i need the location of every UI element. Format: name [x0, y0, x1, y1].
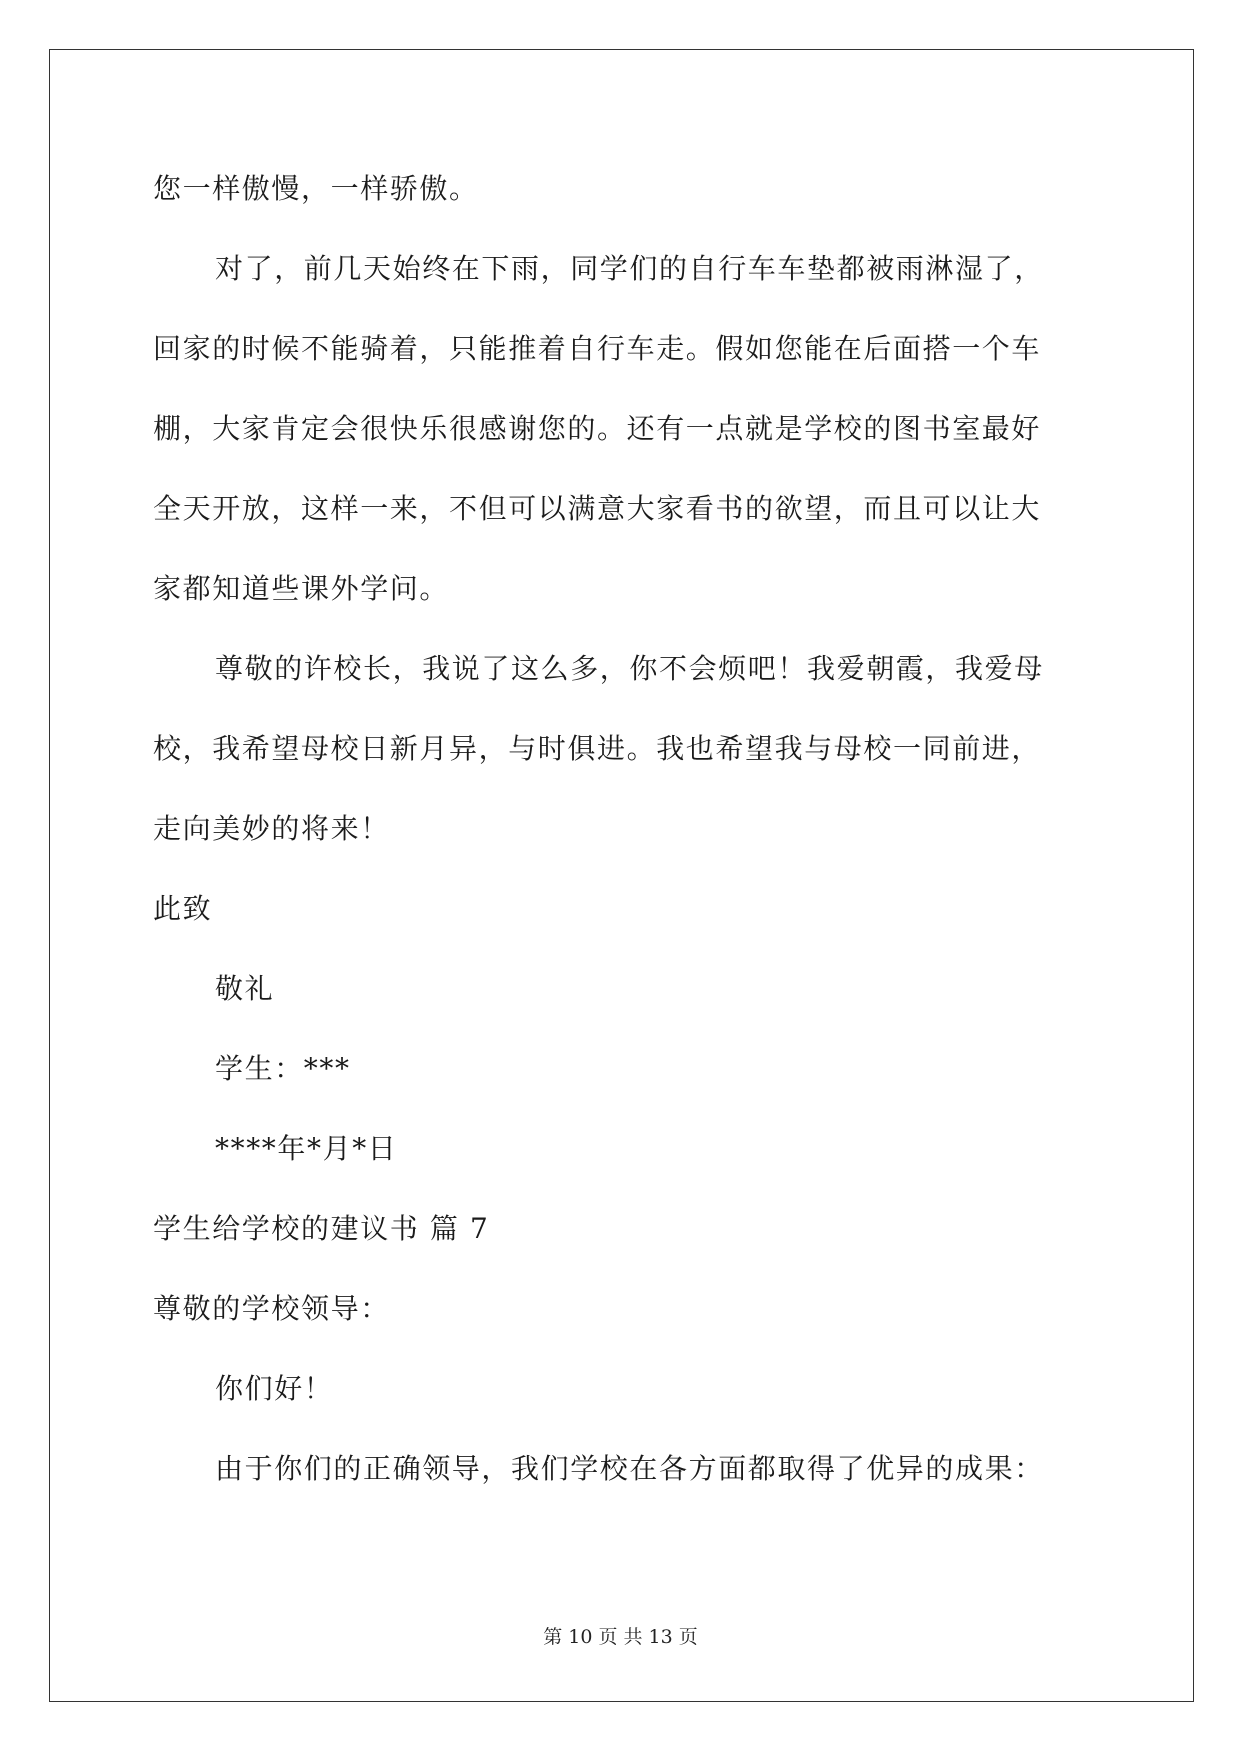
greeting-line: 尊敬的学校领导：: [153, 1292, 390, 1325]
closing-line: 此致: [153, 892, 213, 925]
date-line: ****年*月*日: [215, 1132, 398, 1165]
text-line: 校，我希望母校日新月异，与时俱进。我也希望我与母校一同前进，: [153, 732, 1042, 765]
signature-line: 学生：***: [215, 1052, 351, 1085]
paragraph-line: 尊敬的许校长，我说了这么多，你不会烦吧！我爱朝霞，我爱母: [215, 652, 1044, 685]
text-line: 家都知道些课外学问。: [153, 572, 450, 605]
paragraph-line: 你们好！: [215, 1372, 334, 1405]
text-line: 全天开放，这样一来，不但可以满意大家看书的欲望，而且可以让大: [153, 492, 1042, 525]
paragraph-line: 对了，前几天始终在下雨，同学们的自行车车垫都被雨淋湿了，: [215, 252, 1044, 285]
text-line: 回家的时候不能骑着，只能推着自行车走。假如您能在后面搭一个车: [153, 332, 1042, 365]
page-number-footer: 第 10 页 共 13 页: [543, 1626, 698, 1648]
text-line: 您一样傲慢，一样骄傲。: [153, 172, 479, 205]
text-line: 走向美妙的将来！: [153, 812, 390, 845]
paragraph-line: 由于你们的正确领导，我们学校在各方面都取得了优异的成果：: [215, 1452, 1044, 1485]
salutation-line: 敬礼: [215, 972, 275, 1005]
text-line: 棚，大家肯定会很快乐很感谢您的。还有一点就是学校的图书室最好: [153, 412, 1042, 445]
section-heading: 学生给学校的建议书 篇 7: [153, 1212, 490, 1245]
